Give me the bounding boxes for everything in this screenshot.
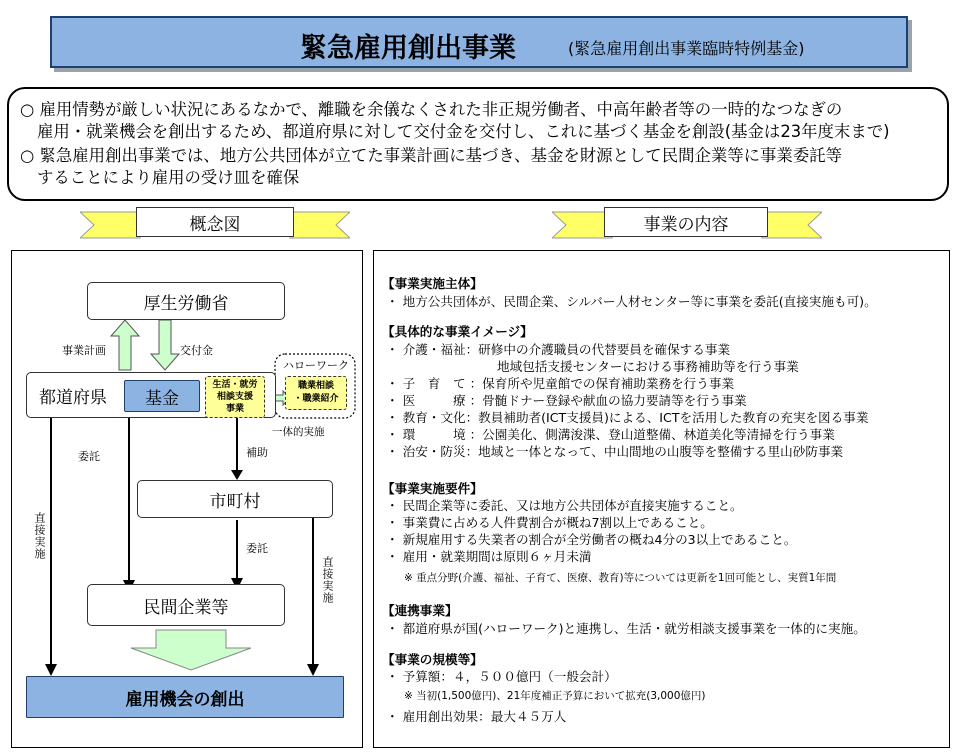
entrust-label-2: 委託 <box>246 542 268 555</box>
ribbon-left-tail-left <box>80 212 140 238</box>
s1-heading: 【事業実施主体】 <box>382 276 483 291</box>
s3-note: ※ 重点分野(介護、福祉、子育て、医療、教育)等については更新を1回可能とし、実質1年間 <box>404 572 837 584</box>
s4-line-1: ・ 都道府県が国(ハローワーク)と連携し、生活・就労相談支援事業を一体的に実施。 <box>386 621 866 636</box>
entrust-label: 委託 <box>78 450 100 463</box>
grant-arrow-down <box>151 320 179 370</box>
s3-line-1: ・ 民間企業等に委託、又は地方公共団体が直接実施すること。 <box>386 498 743 513</box>
support-line-1: 生活・就労 <box>212 380 258 390</box>
ribbon-right-label: 事業の内容 <box>643 214 729 235</box>
page-subtitle: (緊急雇用創出事業臨時特例基金) <box>568 39 805 58</box>
s2-line-1b: 地域包括支援センターにおける事務補助等を行う事業 <box>497 359 799 374</box>
ribbon-left-label: 概念図 <box>189 214 241 235</box>
integrated-label: 一体的実施 <box>272 426 325 438</box>
plan-arrow-up <box>111 320 139 370</box>
municipality-box <box>137 480 333 518</box>
municipality-label: 市町村 <box>209 491 261 512</box>
mhlw-label: 厚生労働省 <box>143 293 229 314</box>
s1-line: ・ 地方公共団体が、民間企業、シルバー人材センター等に事業を委託(直接実施も可)。 <box>386 294 877 309</box>
fund-label: 基金 <box>145 388 179 409</box>
ribbon-right-tail-left <box>552 212 612 238</box>
summary-line-1: ○ 雇用情勢が厳しい状況にあるなかで、離職を余儀なくされた非正規労働者、中高年齢者等の一時的なつなぎの <box>20 100 843 119</box>
s5-line-1: ・ 予算額：４，５００億円（一般会計） <box>386 669 617 684</box>
s3-heading: 【事業実施要件】 <box>382 481 483 496</box>
direct-right-arrowhead <box>307 664 319 676</box>
s2-line-1: ・ 介護・福祉：研修中の介護職員の代替要員を確保する事業 <box>386 342 731 357</box>
direct-left-arrowhead <box>45 664 57 676</box>
grant-label: 交付金 <box>180 344 213 357</box>
companies-box <box>87 584 285 626</box>
ribbon-left-center <box>136 207 294 237</box>
support-line-3: 事業 <box>225 404 244 414</box>
prefecture-label: 都道府県 <box>39 387 107 408</box>
ribbon-right-tail-right <box>762 212 822 238</box>
direct-label-left: 直接実施 <box>33 512 46 560</box>
support-services-box <box>205 376 265 418</box>
s2-line-6: ・ 治安・防災：地域と一体となって、中山間地の山腹等を整備する里山砂防事業 <box>386 444 844 459</box>
result-box <box>26 676 344 718</box>
hellowork-box <box>285 376 347 410</box>
s3-line-2: ・ 事業費に占める人件費割合が概ね7割以上であること。 <box>386 515 713 530</box>
summary-line-3: ○ 緊急雇用創出事業では、地方公共団体が立てた事業計画に基づき、基金を財源として民間企業等に事業委託等 <box>20 146 842 165</box>
summary-line-4: することにより雇用の受け皿を確保 <box>37 168 300 187</box>
ribbon-left-tail-right <box>290 212 350 238</box>
hellowork-line-2: ・職業紹介 <box>293 394 339 404</box>
companies-label: 民間企業等 <box>143 597 229 618</box>
s2-line-4: ・ 教育・文化：教員補助者(ICT支援員)による、ICTを活用した教育の充実を図る事業 <box>386 410 869 425</box>
ribbon-right-center <box>604 207 768 237</box>
direct-label-right: 直接実施 <box>321 556 334 604</box>
s3-line-3: ・ 新規雇用する失業者の割合が全労働者の概ね4分の3以上であること。 <box>386 532 797 547</box>
s3-line-4: ・ 雇用・就業期間は原則６ヶ月未満 <box>386 549 592 564</box>
s5-note: ※ 当初(1,500億円)、21年度補正予算において拡充(3,000億円) <box>404 690 706 702</box>
result-label: 雇用機会の創出 <box>125 689 245 710</box>
support-line-2: 相談支援 <box>216 392 253 402</box>
subsidy-arrowhead <box>231 470 243 480</box>
s2-line-3: ・ 医 療 ：骨髄ドナー登録や献血の協力要請等を行う事業 <box>386 393 747 408</box>
fund-box <box>124 380 200 412</box>
page-title: 緊急雇用創出事業 <box>300 33 516 64</box>
plan-label: 事業計画 <box>62 344 106 357</box>
s2-heading: 【具体的な事業イメージ】 <box>382 324 533 339</box>
s2-line-5: ・ 環 境 ：公園美化、側溝浚渫、登山道整備、林道美化等清掃を行う事業 <box>386 427 835 442</box>
s4-heading: 【連携事業】 <box>382 603 458 618</box>
s5-line-2: ・ 雇用創出効果：最大４５万人 <box>386 709 567 724</box>
hellowork-title: ハローワーク <box>283 359 349 372</box>
subsidy-label: 補助 <box>246 446 268 459</box>
s2-line-2: ・ 子 育 て ：保育所や児童館での保育補助業務を行う事業 <box>386 376 735 391</box>
hellowork-line-1: 職業相談 <box>297 381 334 391</box>
mhlw-box <box>87 282 285 320</box>
result-arrow-down <box>131 630 251 670</box>
summary-line-2: 雇用・就業機会を創出するため、都道府県に対して交付金を交付し、これに基づく基金を創設(基金は23年度末まで) <box>37 122 890 141</box>
s5-heading: 【事業の規模等】 <box>382 652 483 667</box>
